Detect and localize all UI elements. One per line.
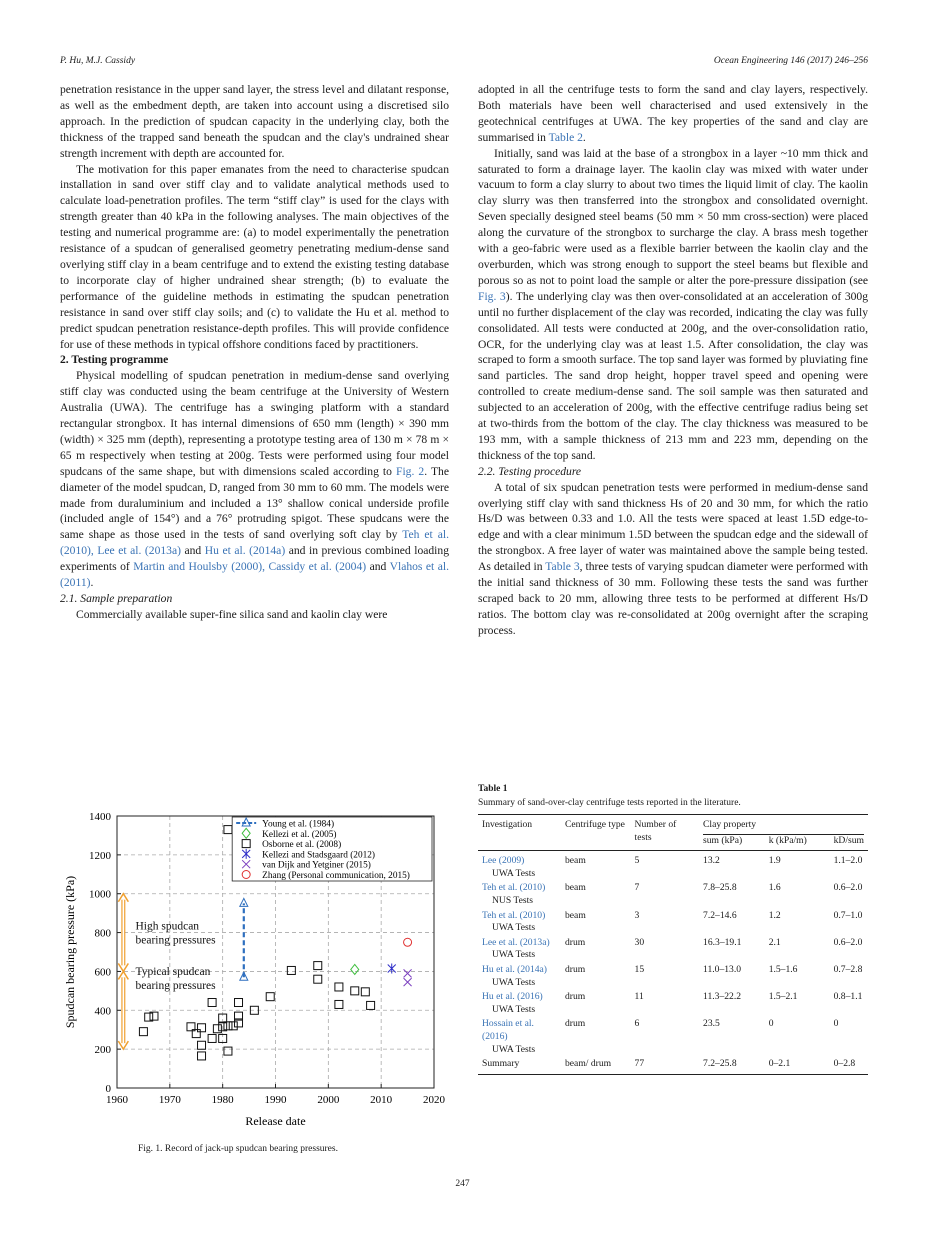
table-cell: drum: [565, 991, 586, 1003]
legend-label: Zhang (Personal communication, 2015): [262, 871, 410, 881]
legend-label: Young et al. (1984): [262, 819, 335, 830]
table-cell: 0.6–2.0: [833, 936, 863, 948]
x-tick-label: 1980: [211, 1094, 234, 1106]
table-cell: 0–2.8: [833, 1058, 856, 1070]
x-tick-label: 2010: [370, 1094, 393, 1106]
col-header: kD/sum: [833, 834, 864, 846]
table-cell: 1.9: [768, 855, 781, 867]
ref-link[interactable]: Teh et al. (2010): [482, 882, 546, 894]
y-axis-label: Spudcan bearing pressure (kPa): [63, 875, 77, 1029]
col-header: Investigation: [482, 819, 533, 830]
section-heading: 2. Testing programme: [60, 353, 169, 367]
table-cell: 5: [634, 855, 640, 867]
y-tick-label: 1000: [89, 888, 111, 901]
data-point: [213, 1025, 221, 1033]
table-cell: 1.5–2.1: [768, 991, 798, 1003]
table-row: [478, 851, 868, 881]
data-point: [224, 826, 232, 834]
x-axis-label: Release date: [245, 1114, 306, 1128]
data-point: [335, 1000, 343, 1008]
table-cell: drum: [565, 936, 586, 948]
paragraph: A total of six spudcan penetration tests were performed in medium-dense sand overlying stiff clay with sand thickness Hs of 20 and 30 mm, for which the ratio Hs/D was between 0.33 and 1.0. All the tests were spaced at least 1.5D edge-to-edge and with a clear minimum 1.5D between the spudcan edge and the sidewall of the strongbox. A free layer of water was maintained above the sample being tested. As detailed in Table 3, three tests of varying spudcan diameter were performed with the initial sand thickness of 30 mm. Following these tests the sand was further scraped back to 20 mm, allowing three tests to be performed at different Hs/D ratios. The bottom clay was re-consolidated at 200g overnight after the scraping process.: [478, 480, 868, 637]
legend-label: van Dijk and Yetginer (2015): [262, 860, 371, 871]
data-point: [287, 966, 295, 974]
table-cell: 15: [634, 963, 645, 975]
data-point: [266, 993, 274, 1001]
lab-label: UWA Tests: [492, 949, 536, 961]
table-row: [478, 935, 868, 962]
data-point: [335, 983, 343, 991]
table-cell: 0.6–2.0: [833, 882, 863, 894]
paragraph: The motivation for this paper emanates from the need to characterise spudcan installation in sand over stiff clay and to validate analytical methods used to calculate load-penetration profiles. The term “stiff clay” is used for the clays with strength greater than 40 kPa in the following analyses. The main objectives of the testing and numerical programme are: (a) to model experimentally the penetration resistance of a spudcan of generalised geometry penetrating medium-dense sand overlying stiff clay in a beam centrifuge and to extend the existing testing database to incorporate clay of higher undrained shear strength; (b) to evaluate the performance of the guideline methods in estimating the spudcan penetration resistance in sand over stiff clay soils; and (c) to validate the Hu et al. method to predict spudcan penetration resistance-depth profiles. This will provide confidence for use of these methods in typical offshore conditions faced by practitioners.: [60, 162, 449, 351]
table-cell: Summary: [482, 1058, 520, 1070]
table-cell: 0.8–1.1: [833, 991, 863, 1003]
table-cell: 0–2.1: [768, 1058, 791, 1070]
col-header: Clay property: [699, 815, 868, 835]
table-row: [478, 908, 868, 935]
table-row: [478, 1016, 868, 1056]
table-cell: 11: [634, 991, 644, 1003]
table-cell: 7.8–25.8: [703, 882, 737, 894]
x-tick-label: 1960: [106, 1094, 128, 1106]
table-cell: 11.3–22.2: [703, 991, 742, 1003]
table-cell: 6: [634, 1018, 640, 1030]
table-cell: 1.6: [768, 882, 781, 894]
table-cell: 7.2–14.6: [703, 909, 737, 921]
table-1-label: Table 1: [478, 784, 508, 794]
table-cell: 0.7–2.8: [833, 963, 863, 975]
x-tick-label: 1970: [158, 1094, 181, 1106]
table-row: [478, 989, 868, 1016]
table-cell: 0: [768, 1018, 774, 1030]
data-point: [351, 987, 359, 995]
table-summary-row: [478, 1056, 868, 1074]
y-tick-label: 400: [94, 1005, 111, 1018]
data-point: [208, 999, 216, 1007]
figure-1-caption: Fig. 1. Record of jack-up spudcan bearing pressures.: [138, 1144, 338, 1154]
data-point: [198, 1052, 206, 1060]
x-tick-label: 2000: [317, 1094, 340, 1106]
data-point: [314, 975, 322, 983]
table-cell: 30: [634, 936, 645, 948]
ref-link[interactable]: Vlahos et al. (2011): [60, 560, 449, 590]
legend-label: Kellezi et al. (2005): [262, 829, 337, 840]
col-header: sum (kPa): [703, 834, 743, 846]
table-cell: 1.2: [768, 909, 781, 921]
data-point: [404, 938, 412, 946]
running-head-journal: Ocean Engineering 146 (2017) 246–256: [713, 56, 868, 66]
lab-label: UWA Tests: [492, 867, 536, 879]
fig3-link[interactable]: Fig. 3: [478, 289, 506, 303]
annotation-high: High spudcan bearing pressures: [135, 920, 216, 947]
data-point: [404, 969, 412, 977]
data-point: [198, 1041, 206, 1049]
table-cell: drum: [565, 963, 586, 975]
x-tick-label: 1990: [264, 1094, 287, 1106]
data-point: [351, 964, 359, 974]
ref-link[interactable]: Lee et al. (2013a): [482, 936, 550, 948]
ref-link[interactable]: Hossain et al. (2016): [482, 1018, 534, 1042]
data-point: [229, 1022, 237, 1030]
x-tick-label: 2020: [423, 1094, 445, 1106]
legend-label: Osborne et al. (2008): [262, 840, 342, 851]
lab-label: UWA Tests: [492, 1003, 536, 1015]
col-header: Number of tests: [634, 819, 677, 843]
table-1-caption: Summary of sand-over-clay centrifuge tests reported in the literature.: [478, 798, 741, 808]
data-point: [235, 999, 243, 1007]
paragraph: penetration resistance in the upper sand layer, the stress level and dilatant response, as well as the embedment depth, are taken into account using a discretised silo approach. In the prediction of spudcan capacity in the underlying clay, both the thickness of the trapped sand beneath the spudcan and the clay's undrained shear strength increment with depth are accounted for.: [60, 83, 449, 160]
table-row: [478, 962, 868, 989]
legend-label: Kellezi and Stadsgaard (2012): [262, 850, 376, 861]
ref-link[interactable]: Hu et al. (2014a): [482, 963, 548, 975]
paragraph: Initially, sand was laid at the base of a strongbox in a layer ~10 mm thick and saturated to form a drainage layer. The kaolin clay was mixed with water under vacuum to form a clay slurry to about two times the liquid limit of clay. The kaolin clay slurry was then transferred into the strongbox and consolidated overnight. Seven specially designed steel beams (50 mm × 50 mm cross-section) were placed along the curvature of the strongbox to surcharge the clay. A brass mesh together with a geo-fabric were used as a flexible barrier between the kaolin clay and the overburden, which was strong enough to support the steel beams but flexible and porous so as not to point load the sample or alter the pore-pressure dissipation (see Fig. 3). The underlying clay was then over-consolidated at an acceleration of 300g until no further displacement of the clay was recorded, indicating the clay was fully consolidated. All tests were conducted at 200g, and the over-consolidation ratio, OCR, for the underlying clay was at least 1.5. After consolidation, the clay was scraped to form a smooth surface. The top sand layer was formed by pluviating fine sand particles. The sand drop height, hopper travel speed and opening were controlled to create medium-dense sand. The soil sample was then saturated and subjected to an acceleration of 200g, with the effective centrifuge radius being set at two-thirds from the bottom of the clay. The clay thickness was measured to be 193 mm, with a sample thickness of 213 mm and 223 mm, depending on the thickness of the top sand.: [478, 146, 869, 462]
running-head-authors: P. Hu, M.J. Cassidy: [60, 56, 136, 66]
data-point: [224, 1047, 232, 1055]
table2-link[interactable]: Table 2: [548, 130, 583, 144]
data-point: [314, 962, 322, 970]
table-cell: 11.0–13.0: [703, 963, 742, 975]
lab-label: UWA Tests: [492, 922, 536, 934]
table-cell: 3: [634, 909, 640, 921]
col-header: Centrifuge type: [565, 819, 625, 830]
table-cell: beam: [565, 882, 586, 894]
table-row: [478, 880, 868, 907]
subsection-heading: 2.2. Testing procedure: [478, 464, 582, 478]
lab-label: NUS Tests: [492, 894, 533, 906]
page-number: 247: [455, 1179, 470, 1189]
ref-link[interactable]: Hu et al. (2014a): [204, 544, 286, 558]
data-point: [208, 1034, 216, 1042]
table-cell: 7.2–25.8: [703, 1058, 737, 1070]
ref-link[interactable]: Teh et al. (2010): [482, 909, 546, 921]
data-point: [388, 964, 396, 974]
table-cell: 0: [833, 1018, 839, 1030]
lab-label: UWA Tests: [492, 1043, 536, 1055]
fig2-link[interactable]: Fig. 2: [396, 464, 425, 478]
y-tick-label: 200: [94, 1044, 111, 1057]
y-tick-label: 1200: [89, 849, 111, 862]
y-tick-label: 800: [94, 927, 111, 940]
table-cell: 2.1: [768, 936, 781, 948]
paragraph: Physical modelling of spudcan penetration in medium-dense sand overlying stiff clay was conducted using the beam centrifuge at the University of Western Australia (UWA). The centrifuge has a swinging platform with a standard rectangular strongbox. It has internal dimensions of 650 mm (length) × 390 mm (width) × 325 mm (depth), representing a prototype testing area of 130 m × 78 m × 65 m respectively when testing at 200g. Tests were performed using four model spudcans of the same shape, but with dimensions scaled according to Fig. 2. The diameter of the model spudcan, D, ranged from 30 mm to 60 mm. The models were made from duraluminium and included a 13° shallow conical underside profile (included angle of 154°) and a 76° protruding spigot. These spudcans were the same shape as those used in the tests of sand overlying soft clay by Teh et al. (2010), Lee et al. (2013a) and Hu et al. (2014a) and in previous combined loading experiments of Martin and Houlsby (2000), Cassidy et al. (2004) and Vlahos et al. (2011).: [60, 369, 449, 590]
table-cell: 1.1–2.0: [833, 855, 863, 867]
ref-link[interactable]: Teh et al. (2010), Lee et al. (2013a): [60, 528, 449, 558]
table-cell: beam: [565, 855, 586, 867]
annotation-typical: Typical spudcan bearing pressures: [135, 966, 216, 993]
left-column: [60, 82, 449, 623]
y-tick-label: 1400: [89, 811, 111, 823]
table-cell: 16.3–19.1: [703, 936, 742, 948]
table-cell: 0.7–1.0: [833, 909, 863, 921]
ref-link[interactable]: Hu et al. (2016): [482, 991, 543, 1003]
table-cell: 7: [634, 882, 640, 894]
table-cell: 23.5: [703, 1018, 720, 1030]
table-cell: 13.2: [703, 855, 720, 867]
lab-label: UWA Tests: [492, 976, 536, 988]
table-cell: 77: [634, 1058, 645, 1070]
table-cell: beam/ drum: [565, 1058, 612, 1070]
table-cell: drum: [565, 1018, 586, 1030]
ref-link[interactable]: Lee (2009): [482, 855, 525, 867]
data-point: [139, 1028, 147, 1036]
data-point: [404, 978, 412, 986]
right-column: [478, 82, 868, 639]
y-tick-label: 0: [105, 1083, 111, 1095]
table3-link[interactable]: Table 3: [545, 560, 580, 574]
ref-link[interactable]: Martin and Houlsby (2000), Cassidy et al. (2004): [133, 560, 367, 574]
table-1: [478, 814, 868, 1075]
table-cell: beam: [565, 909, 586, 921]
chart-legend: [232, 817, 432, 881]
paragraph: Commercially available super-fine silica sand and kaolin clay were: [76, 607, 388, 621]
subsection-heading: 2.1. Sample preparation: [60, 592, 173, 605]
y-tick-label: 600: [94, 966, 111, 979]
data-point: [361, 988, 369, 996]
data-point: [367, 1001, 375, 1009]
col-header: k (kPa/m): [768, 834, 807, 846]
figure-1-chart: [60, 806, 452, 1136]
data-point: [198, 1024, 206, 1032]
paragraph: adopted in all the centrifuge tests to form the sand and clay layers, respectively. Both materials have been well characterised and used extensively in the geotechnical centrifuges at UWA. The key properties of the sand and clay are summarised in Table 2.: [478, 83, 868, 144]
table-cell: 1.5–1.6: [768, 963, 798, 975]
